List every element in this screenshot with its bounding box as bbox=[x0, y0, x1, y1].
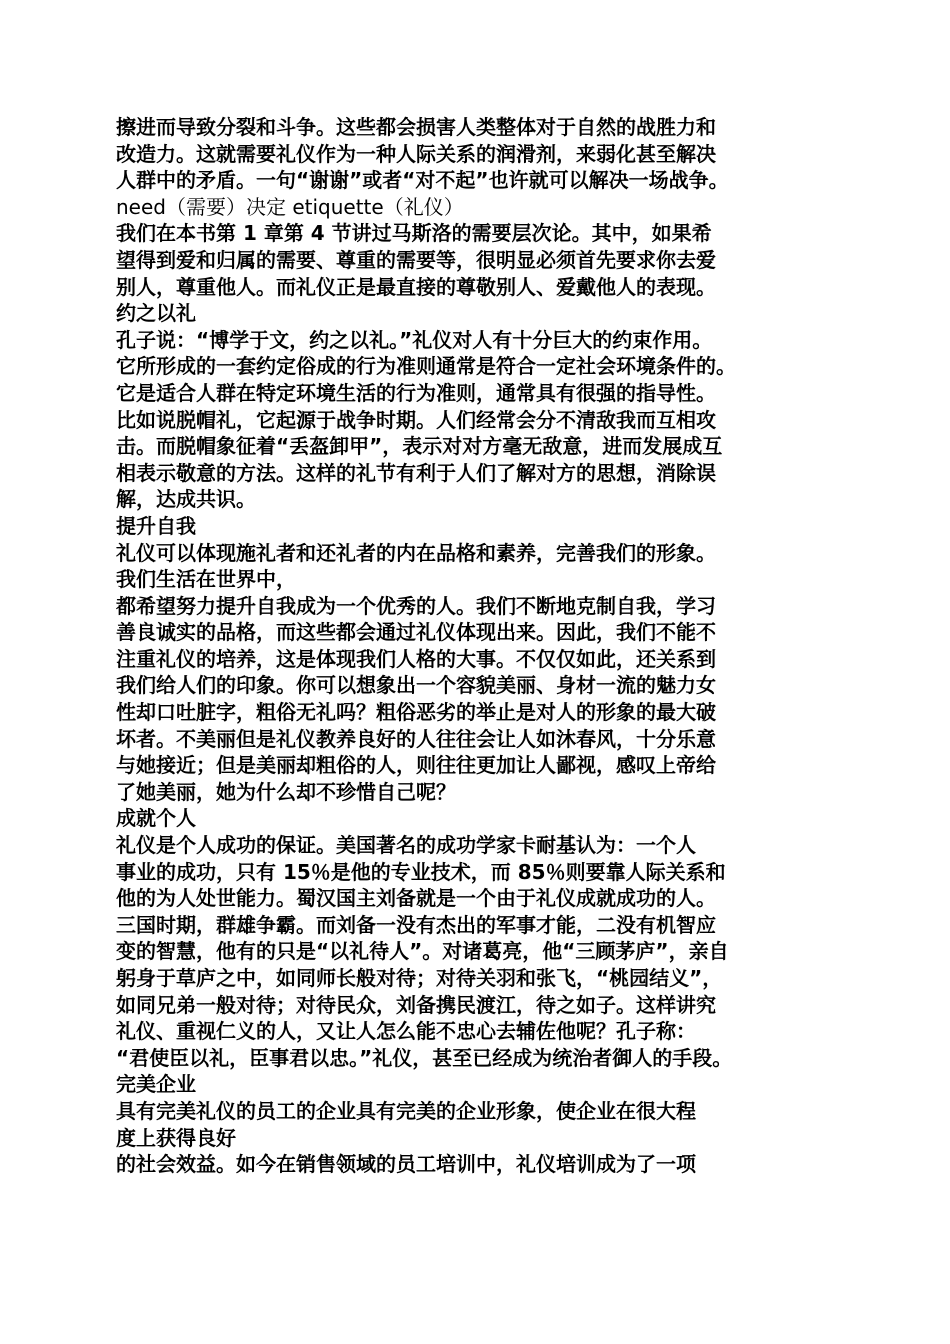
text-line: 礼仪是个人成功的保证。美国著名的成功学家卡耐基认为：一个人 bbox=[116, 833, 696, 858]
text-line: 事业的成功，只有 15％是他的专业技术，而 85％则要靠人际关系和 bbox=[116, 859, 726, 884]
text-line: 提升自我 bbox=[116, 513, 196, 538]
text-line: 它是适合人群在特定环境生活的行为准则，通常具有很强的指导性。 bbox=[116, 380, 716, 405]
text-line: 解，达成共识。 bbox=[116, 487, 256, 512]
text-line: 善良诚实的品格，而这些都会通过礼仪体现出来。因此，我们不能不 bbox=[116, 620, 716, 645]
text-line: 礼仪可以体现施礼者和还礼者的内在品格和素养，完善我们的形象。 bbox=[116, 540, 716, 565]
text-line: need（需要）决定 etiquette（礼仪） bbox=[116, 194, 464, 219]
text-line: 的社会效益。如今在销售领域的员工培训中，礼仪培训成为了一项 bbox=[116, 1152, 696, 1177]
text-line: 我们在本书第 1 章第 4 节讲过马斯洛的需要层次论。其中，如果希 bbox=[116, 221, 712, 246]
text-line: 礼仪、重视仁义的人，又让人怎么能不忠心去辅佐他呢？孔子称： bbox=[116, 1019, 696, 1044]
text-line: 约之以礼 bbox=[116, 301, 196, 326]
text-line: 孔子说：“博学于文，约之以礼。”礼仪对人有十分巨大的约束作用。 bbox=[116, 327, 713, 352]
text-line: 与她接近；但是美丽却粗俗的人，则往往更加让人鄙视，感叹上帝给 bbox=[116, 753, 716, 778]
text-line: 了她美丽，她为什么却不珍惜自己呢？ bbox=[116, 779, 456, 804]
text-line: 改造力。这就需要礼仪作为一种人际关系的润滑剂，来弱化甚至解决 bbox=[116, 141, 716, 166]
text-line: 躬身于草庐之中，如同师长般对待；对待关羽和张飞，“桃园结义”， bbox=[116, 966, 723, 990]
text-line: “君使臣以礼，臣事君以忠。”礼仪，甚至已经成为统治者御人的手段。 bbox=[116, 1045, 733, 1070]
text-line: 成就个人 bbox=[116, 806, 196, 831]
text-line: 坏者。不美丽但是礼仪教养良好的人往往会让人如沐春风，十分乐意 bbox=[116, 726, 716, 751]
text-line: 具有完美礼仪的员工的企业具有完美的企业形象，使企业在很大程 bbox=[116, 1098, 696, 1123]
text-line: 都希望努力提升自我成为一个优秀的人。我们不断地克制自我，学习 bbox=[116, 593, 716, 618]
text-line: 别人，尊重他人。而礼仪正是最直接的尊敬别人、爱戴他人的表现。 bbox=[116, 274, 716, 299]
body-text bbox=[116, 114, 856, 1178]
text-line: 望得到爱和归属的需要、尊重的需要等，很明显必须首先要求你去爱 bbox=[116, 247, 716, 272]
text-line: 比如说脱帽礼，它起源于战争时期。人们经常会分不清敌我而互相攻 bbox=[116, 407, 716, 432]
text-line: 如同兄弟一般对待；对待民众，刘备携民渡江，待之如子。这样讲究 bbox=[116, 992, 716, 1017]
text-line: 我们生活在世界中， bbox=[116, 567, 296, 592]
text-line: 它所形成的一套约定俗成的行为准则通常是符合一定社会环境条件的。 bbox=[116, 354, 736, 379]
text-line: 完美企业 bbox=[116, 1072, 196, 1097]
text-line: 度上获得良好 bbox=[116, 1125, 236, 1150]
text-line: 变的智慧，他有的只是“以礼待人”。对诸葛亮，他“三顾茅庐”，亲自 bbox=[116, 939, 729, 964]
text-line: 注重礼仪的培养，这是体现我们人格的大事。不仅仅如此，还关系到 bbox=[116, 646, 716, 671]
text-line: 三国时期，群雄争霸。而刘备一没有杰出的军事才能，二没有机智应 bbox=[116, 912, 716, 937]
text-line: 我们给人们的印象。你可以想象出一个容貌美丽、身材一流的魅力女 bbox=[116, 673, 716, 698]
text-line: 性却口吐脏字，粗俗无礼吗？粗俗恶劣的举止是对人的形象的最大破 bbox=[116, 700, 716, 725]
text-line: 他的为人处世能力。蜀汉国主刘备就是一个由于礼仪成就成功的人。 bbox=[116, 886, 716, 911]
text-line: 擦进而导致分裂和斗争。这些都会损害人类整体对于自然的战胜力和 bbox=[116, 115, 716, 139]
text-line: 击。而脱帽象征着“丢盔卸甲”，表示对对方毫无敌意，进而发展成互 bbox=[116, 434, 723, 459]
text-line: 相表示敬意的方法。这样的礼节有利于人们了解对方的思想，消除误 bbox=[116, 460, 716, 485]
text-line: 人群中的矛盾。一句“谢谢”或者“对不起”也许就可以解决一场战争。 bbox=[116, 168, 729, 193]
